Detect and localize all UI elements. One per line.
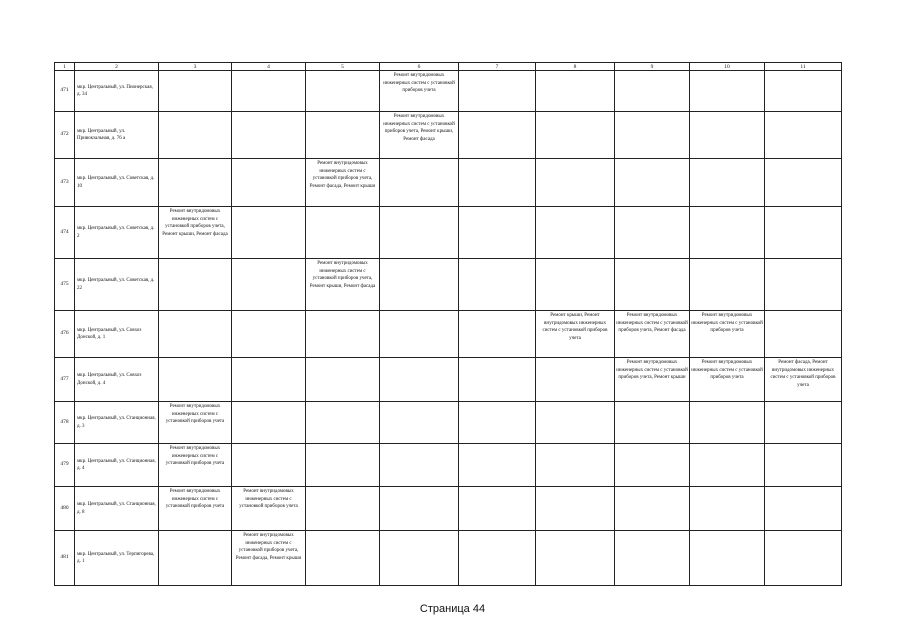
row-number: 480 (55, 487, 75, 531)
table-row (55, 311, 842, 358)
repair-work-cell (306, 71, 380, 112)
repair-work-cell (232, 358, 306, 402)
column-header: 9 (615, 63, 690, 71)
address-cell: мкр. Центральный, ул. Пионерская, д. 34 (75, 71, 159, 112)
repair-work-cell (159, 159, 232, 207)
address-cell: мкр. Центральный, ул. Привокзальная, д. 76 а (75, 112, 159, 159)
repair-work-cell (459, 71, 536, 112)
repair-work-cell (232, 207, 306, 259)
column-header: 11 (765, 63, 842, 71)
repair-work-cell (459, 259, 536, 311)
column-header: 3 (159, 63, 232, 71)
address-cell: мкр. Центральный, ул. Терпигорева, д. 1 (75, 531, 159, 586)
repair-work-cell (159, 531, 232, 586)
repair-schedule-table (54, 62, 842, 586)
repair-work-cell (306, 207, 380, 259)
row-number: 471 (55, 71, 75, 112)
repair-work-cell: Ремонт внутридомовых инженерных систем с установкой приборов учета (159, 487, 232, 531)
repair-work-cell (306, 487, 380, 531)
repair-work-cell (615, 71, 690, 112)
repair-work-cell: Ремонт внутридомовых инженерных систем с установкой приборов учета, Ремонт фасада (615, 311, 690, 358)
address-cell: мкр. Центральный, ул. Советская, д. 2 (75, 207, 159, 259)
repair-work-cell (615, 159, 690, 207)
repair-work-cell (536, 159, 615, 207)
repair-work-cell (306, 531, 380, 586)
repair-work-cell (765, 444, 842, 487)
address-cell: мкр. Центральный, ул. Совхоз Донской, д. 4 (75, 358, 159, 402)
repair-work-cell (380, 402, 459, 444)
repair-work-cell (380, 311, 459, 358)
row-number: 475 (55, 259, 75, 311)
table-row (55, 71, 842, 112)
repair-work-cell: Ремонт внутридомовых инженерных систем с установкой приборов учета (690, 311, 765, 358)
repair-work-cell: Ремонт внутридомовых инженерных систем с установкой приборов учета, Ремонт фасада, Ремонт крыши (306, 159, 380, 207)
row-number: 478 (55, 402, 75, 444)
repair-work-cell (159, 259, 232, 311)
repair-work-cell: Ремонт внутридомовых инженерных систем с установкой приборов учета (159, 402, 232, 444)
repair-work-cell (459, 444, 536, 487)
repair-work-cell (765, 259, 842, 311)
table-row (55, 531, 842, 586)
column-header: 6 (380, 63, 459, 71)
column-header: 8 (536, 63, 615, 71)
repair-work-cell (306, 311, 380, 358)
repair-work-cell: Ремонт внутридомовых инженерных систем с установкой приборов учета (380, 71, 459, 112)
repair-work-cell (232, 311, 306, 358)
column-header: 7 (459, 63, 536, 71)
row-number: 477 (55, 358, 75, 402)
row-number: 481 (55, 531, 75, 586)
repair-work-cell (159, 71, 232, 112)
repair-work-cell: Ремонт внутридомовых инженерных систем с установкой приборов учета (690, 358, 765, 402)
repair-work-cell (536, 444, 615, 487)
table-row (55, 159, 842, 207)
repair-work-cell (615, 402, 690, 444)
repair-work-cell: Ремонт внутридомовых инженерных систем с установкой приборов учета, Ремонт фасада, Ремонт крыши (232, 531, 306, 586)
repair-work-cell (306, 444, 380, 487)
repair-work-cell (536, 259, 615, 311)
repair-work-cell (459, 311, 536, 358)
repair-work-cell (615, 487, 690, 531)
address-cell: мкр. Центральный, ул. Станционная, д. 8 (75, 487, 159, 531)
repair-work-cell (615, 531, 690, 586)
repair-work-cell (690, 531, 765, 586)
repair-work-cell (380, 259, 459, 311)
repair-work-cell (765, 207, 842, 259)
repair-work-cell (306, 358, 380, 402)
repair-work-cell: Ремонт внутридомовых инженерных систем с установкой приборов учета (232, 487, 306, 531)
repair-work-cell (690, 487, 765, 531)
repair-work-cell (380, 358, 459, 402)
repair-work-cell (459, 487, 536, 531)
repair-work-cell: Ремонт внутридомовых инженерных систем с установкой приборов учета, Ремонт крыши, Ремонт фасада (306, 259, 380, 311)
table-row (55, 112, 842, 159)
repair-work-cell (380, 207, 459, 259)
repair-work-cell (536, 531, 615, 586)
repair-work-cell (690, 207, 765, 259)
repair-work-cell (159, 358, 232, 402)
repair-work-cell: Ремонт внутридомовых инженерных систем с установкой приборов учета (159, 444, 232, 487)
column-header: 2 (75, 63, 159, 71)
table-row (55, 358, 842, 402)
repair-work-cell (159, 311, 232, 358)
repair-work-cell (690, 259, 765, 311)
table-row (55, 444, 842, 487)
repair-work-cell (765, 159, 842, 207)
address-cell: мкр. Центральный, ул. Станционная, д. 3 (75, 402, 159, 444)
repair-work-cell (615, 444, 690, 487)
repair-work-cell (232, 159, 306, 207)
repair-work-cell (380, 159, 459, 207)
address-cell: мкр. Центральный, ул. Советская, д. 10 (75, 159, 159, 207)
repair-work-cell (690, 402, 765, 444)
column-header: 1 (55, 63, 75, 71)
row-number: 472 (55, 112, 75, 159)
row-number: 476 (55, 311, 75, 358)
repair-work-cell (232, 402, 306, 444)
repair-work-cell: Ремонт внутридомовых инженерных систем с установкой приборов учета, Ремонт крыши, Ремонт фасада (159, 207, 232, 259)
row-number: 473 (55, 159, 75, 207)
repair-work-cell (690, 71, 765, 112)
repair-work-cell (232, 259, 306, 311)
column-header: 4 (232, 63, 306, 71)
repair-work-cell (690, 112, 765, 159)
repair-work-cell (536, 402, 615, 444)
repair-work-cell (380, 444, 459, 487)
repair-work-cell (459, 402, 536, 444)
repair-work-cell (690, 444, 765, 487)
repair-work-cell: Ремонт внутридомовых инженерных систем с установкой приборов учета, Ремонт крыши (615, 358, 690, 402)
repair-work-cell (615, 259, 690, 311)
address-cell: мкр. Центральный, ул. Станционная, д. 4 (75, 444, 159, 487)
column-header: 10 (690, 63, 765, 71)
repair-work-cell: Ремонт крыши, Ремонт внутридомовых инженерных систем с установкой приборов учета (536, 311, 615, 358)
repair-work-cell (232, 444, 306, 487)
repair-work-cell (536, 71, 615, 112)
repair-work-cell (459, 207, 536, 259)
column-header: 5 (306, 63, 380, 71)
table-row (55, 207, 842, 259)
repair-work-cell (536, 112, 615, 159)
repair-work-cell (306, 112, 380, 159)
address-cell: мкр. Центральный, ул. Советская, д. 22 (75, 259, 159, 311)
repair-work-cell (459, 112, 536, 159)
table-row (55, 259, 842, 311)
address-cell: мкр. Центральный, ул. Совхоз Донской, д. 1 (75, 311, 159, 358)
repair-work-cell (690, 159, 765, 207)
repair-work-cell (765, 487, 842, 531)
repair-work-cell (765, 402, 842, 444)
repair-work-cell (306, 402, 380, 444)
repair-work-cell (159, 112, 232, 159)
repair-work-cell (765, 71, 842, 112)
repair-work-cell (536, 487, 615, 531)
row-number: 479 (55, 444, 75, 487)
repair-work-cell: Ремонт внутридомовых инженерных систем с установкой приборов учета, Ремонт крыши, Ремонт фасада (380, 112, 459, 159)
repair-work-cell (615, 207, 690, 259)
repair-work-cell (232, 71, 306, 112)
repair-work-cell (459, 531, 536, 586)
repair-work-cell (536, 358, 615, 402)
repair-work-cell: Ремонт фасада, Ремонт внутридомовых инженерных систем с установкой приборов учета (765, 358, 842, 402)
repair-work-cell (380, 487, 459, 531)
repair-work-cell (459, 358, 536, 402)
repair-work-cell (765, 112, 842, 159)
page-number: Страница 44 (419, 603, 486, 615)
table-row (55, 402, 842, 444)
row-number: 474 (55, 207, 75, 259)
repair-work-cell (765, 311, 842, 358)
repair-work-cell (232, 112, 306, 159)
repair-work-cell (765, 531, 842, 586)
repair-work-cell (615, 112, 690, 159)
repair-work-cell (536, 207, 615, 259)
repair-work-cell (459, 159, 536, 207)
repair-work-cell (380, 531, 459, 586)
header-row (55, 63, 842, 71)
table-row (55, 487, 842, 531)
